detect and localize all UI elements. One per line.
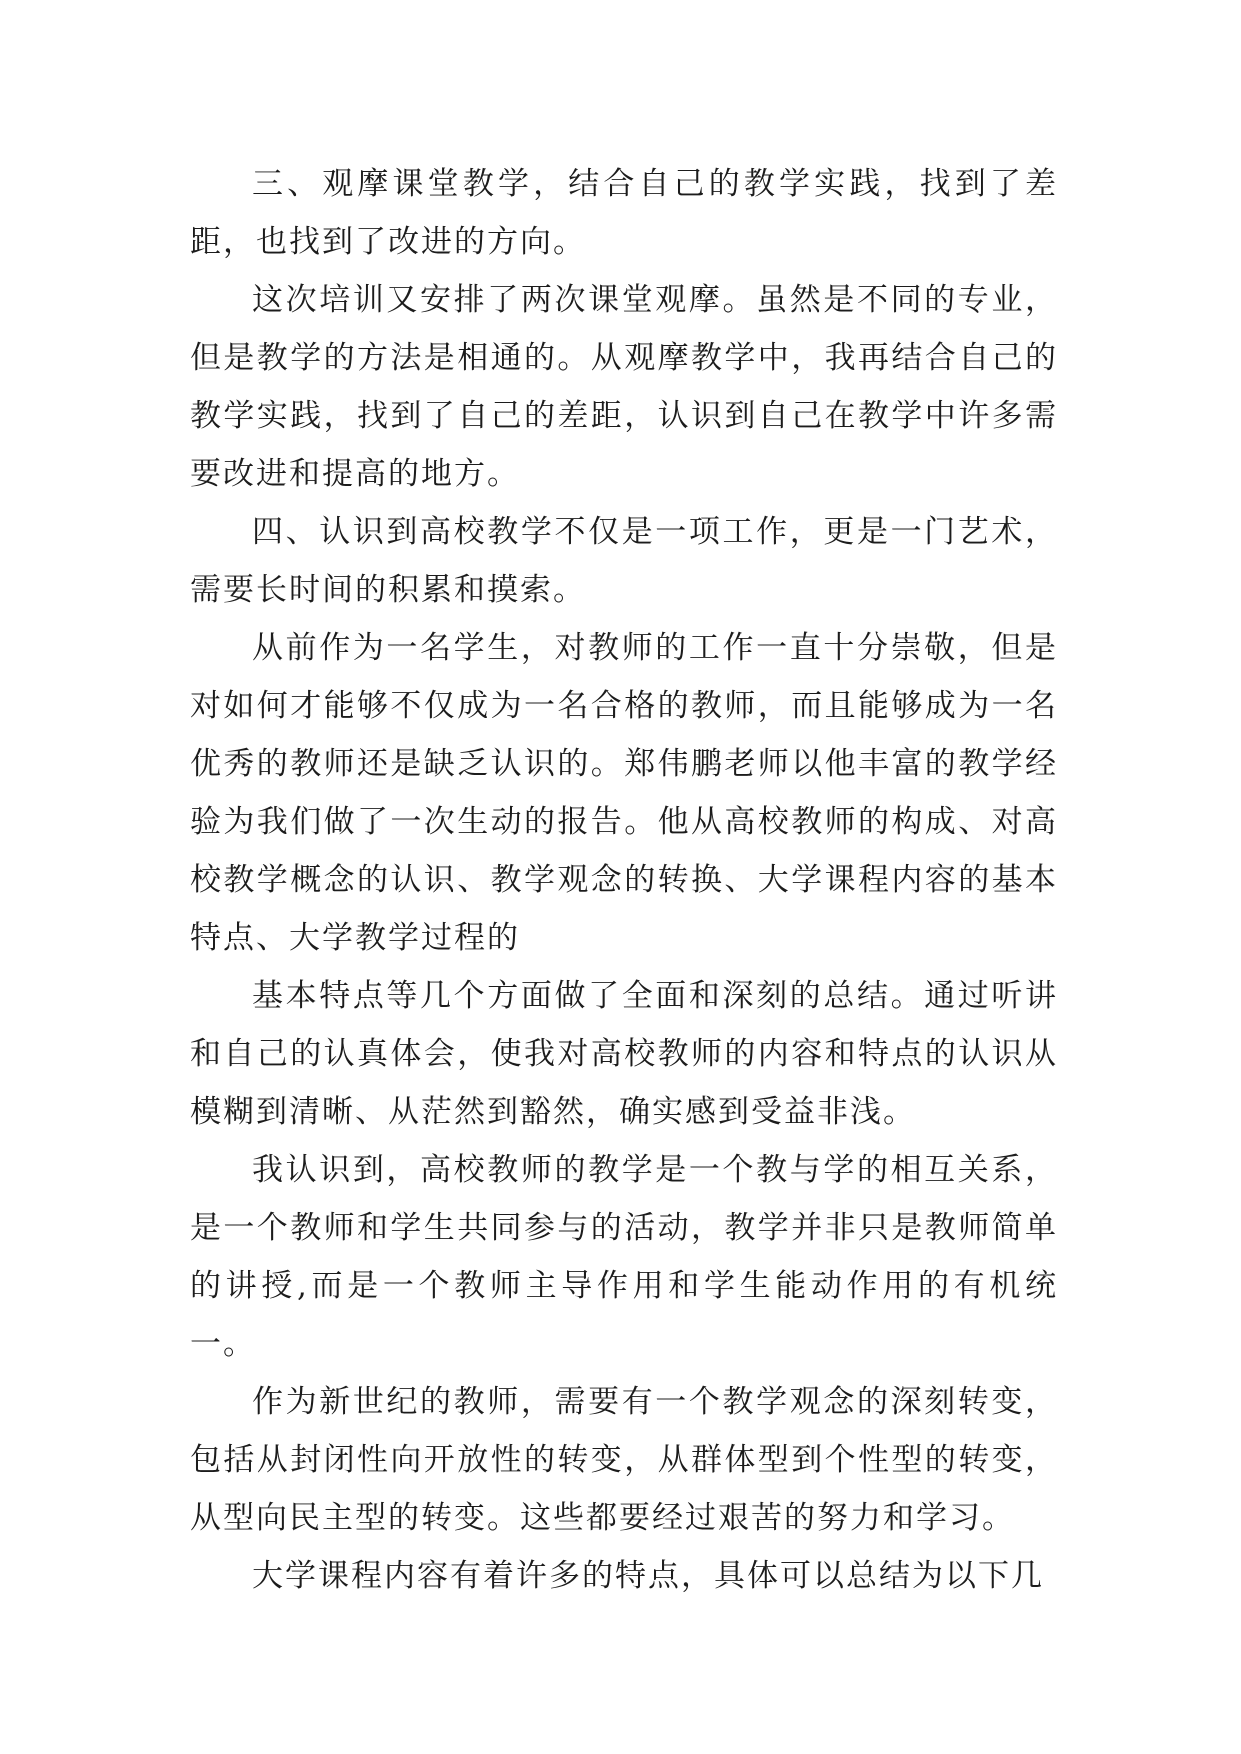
- paragraph-5: 基本特点等几个方面做了全面和深刻的总结。通过听讲和自己的认真体会，使我对高校教师的内容和特点的认识从模糊到清晰、从茫然到豁然，确实感到受益非浅。: [190, 978, 1058, 1130]
- document-body: [190, 155, 1058, 1605]
- paragraph-3: 四、认识到高校教学不仅是一项工作，更是一门艺术，需要长时间的积累和摸索。: [190, 514, 1058, 608]
- paragraph-7: 作为新世纪的教师，需要有一个教学观念的深刻转变，包括从封闭性向开放性的转变，从群体型到个性型的转变，从型向民主型的转变。这些都要经过艰苦的努力和学习。: [190, 1384, 1058, 1536]
- paragraph-6: 我认识到，高校教师的教学是一个教与学的相互关系，是一个教师和学生共同参与的活动，教学并非只是教师简单的讲授,而是一个教师主导作用和学生能动作用的有机统一。: [190, 1152, 1058, 1362]
- paragraph-1: 三、观摩课堂教学，结合自己的教学实践，找到了差距，也找到了改进的方向。: [190, 166, 1058, 260]
- paragraph-4: 从前作为一名学生，对教师的工作一直十分崇敬，但是对如何才能够不仅成为一名合格的教师，而且能够成为一名优秀的教师还是缺乏认识的。郑伟鹏老师以他丰富的教学经验为我们做了一次生动的报告。他从高校教师的构成、对高校教学概念的认识、教学观念的转换、大学课程内容的基本特点、大学教学过程的: [190, 630, 1058, 956]
- paragraph-2: 这次培训又安排了两次课堂观摩。虽然是不同的专业，但是教学的方法是相通的。从观摩教学中，我再结合自己的教学实践，找到了自己的差距，认识到自己在教学中许多需要改进和提高的地方。: [190, 282, 1058, 492]
- paragraph-8: 大学课程内容有着许多的特点，具体可以总结为以下几: [252, 1558, 1044, 1594]
